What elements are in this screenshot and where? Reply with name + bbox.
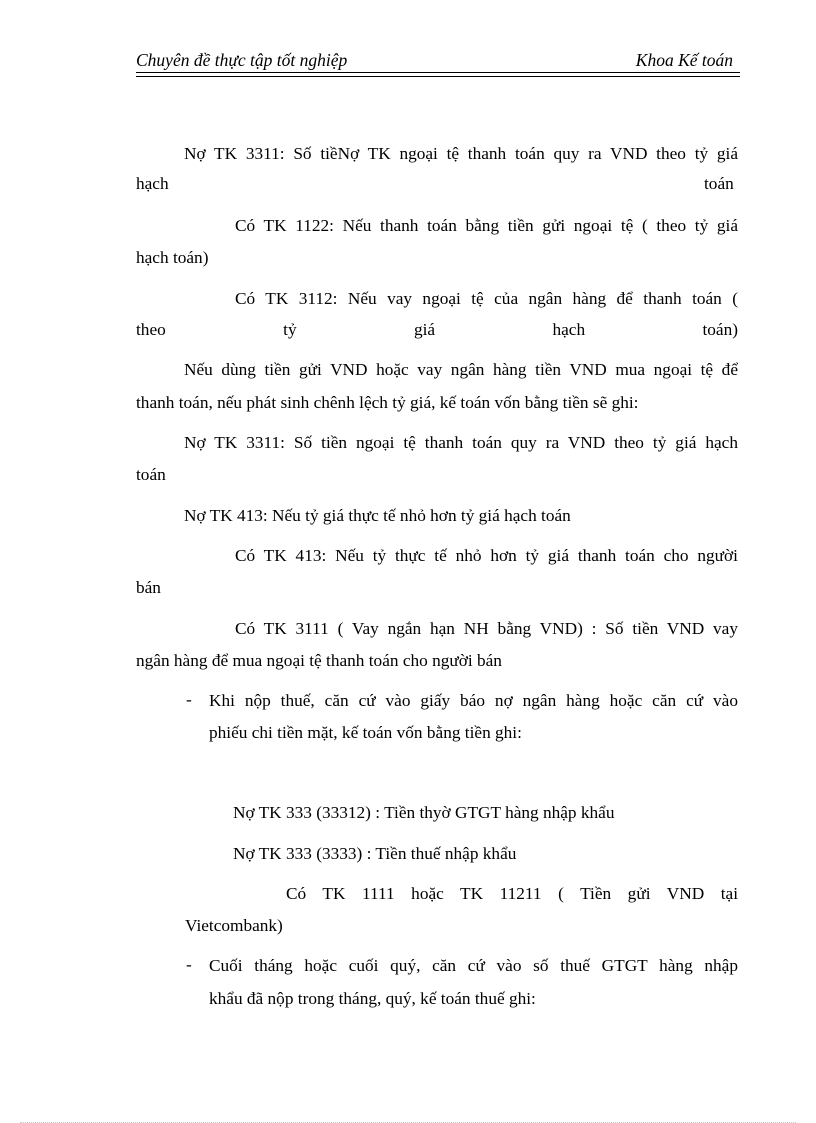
entry-debit-3311-line2-left: hạch bbox=[136, 174, 169, 193]
bullet-dash: - bbox=[186, 690, 192, 709]
bullet-month-end-line1: Cuối tháng hoặc cuối quý, căn cứ vào số thuế GTGT hàng nhập bbox=[209, 956, 738, 975]
entry-debit-3333: Nợ TK 333 (3333) : Tiền thuế nhập khẩu bbox=[233, 844, 517, 863]
entry-credit-3112-line2: theo tỷ giá hạch toán) bbox=[136, 320, 738, 339]
entry-credit-1122-line2: hạch toán) bbox=[136, 248, 209, 267]
paragraph-vnd-purchase-line1: Nếu dùng tiền gửi VND hoặc vay ngân hàng tiền VND mua ngoại tệ để bbox=[184, 360, 738, 379]
entry-debit-3311-b-line1: Nợ TK 3311: Số tiền ngoại tệ thanh toán quy ra VND theo tỷ giá hạch bbox=[184, 433, 738, 452]
bullet-dash: - bbox=[186, 955, 192, 974]
entry-credit-3111-line1: Có TK 3111 ( Vay ngắn hạn NH bằng VND) : Số tiền VND vay bbox=[235, 619, 738, 638]
paragraph-vnd-purchase-line2: thanh toán, nếu phát sinh chênh lệch tỷ giá, kế toán vốn bằng tiền sẽ ghi: bbox=[136, 393, 639, 412]
entry-debit-3311-line1: Nợ TK 3311: Số tiềNợ TK ngoại tệ thanh toán quy ra VND theo tỷ giá bbox=[184, 144, 738, 163]
page-header bbox=[136, 46, 740, 74]
entry-credit-3111-line2: ngân hàng để mua ngoại tệ thanh toán cho người bán bbox=[136, 651, 502, 670]
entry-debit-413: Nợ TK 413: Nếu tỷ giá thực tế nhỏ hơn tỷ giá hạch toán bbox=[184, 506, 571, 525]
entry-credit-3112-line1: Có TK 3112: Nếu vay ngoại tệ của ngân hàng để thanh toán ( bbox=[235, 289, 738, 308]
header-rule-thick bbox=[136, 72, 740, 73]
header-department: Khoa Kế toán bbox=[635, 50, 733, 70]
entry-credit-1111-line1: Có TK 1111 hoặc TK 11211 ( Tiền gửi VND tại bbox=[286, 884, 738, 903]
bullet-month-end-line2: khẩu đã nộp trong tháng, quý, kế toán thuế ghi: bbox=[209, 989, 536, 1008]
header-document-title: Chuyên đề thực tập tốt nghiệp bbox=[136, 50, 348, 70]
entry-credit-1122-line1: Có TK 1122: Nếu thanh toán bằng tiền gửi ngoại tệ ( theo tỷ giá bbox=[235, 216, 738, 235]
entry-debit-33312: Nợ TK 333 (33312) : Tiền thyờ GTGT hàng nhập khẩu bbox=[233, 803, 615, 822]
entry-debit-3311-line2-right: toán bbox=[704, 174, 734, 193]
header-rule-thin bbox=[136, 76, 740, 77]
entry-debit-3311-b-line2: toán bbox=[136, 465, 166, 484]
entry-credit-1111-line2: Vietcombank) bbox=[185, 916, 283, 935]
entry-credit-413-line2: bán bbox=[136, 578, 161, 597]
entry-credit-413-line1: Có TK 413: Nếu tỷ thực tế nhỏ hơn tỷ giá thanh toán cho người bbox=[235, 546, 738, 565]
bullet-tax-payment-line1: Khi nộp thuế, căn cứ vào giấy báo nợ ngân hàng hoặc căn cứ vào bbox=[209, 691, 738, 710]
bullet-tax-payment-line2: phiếu chi tiền mặt, kế toán vốn bằng tiền ghi: bbox=[209, 723, 522, 742]
